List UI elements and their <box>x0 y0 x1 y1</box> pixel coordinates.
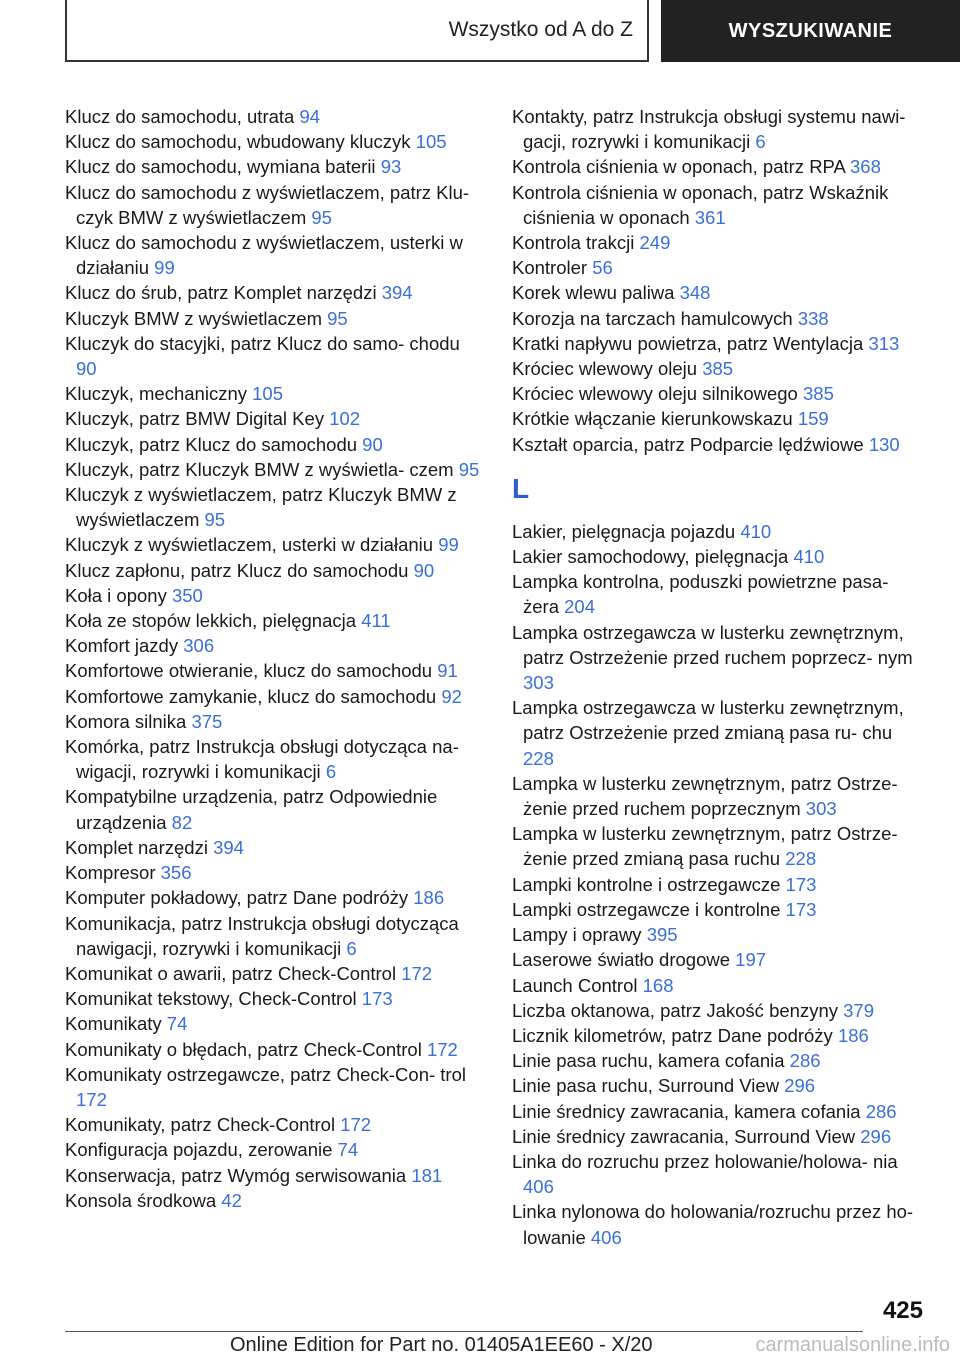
index-entry <box>65 230 485 280</box>
entry-page-link[interactable]: 296 <box>860 1125 892 1147</box>
entry-page-link[interactable]: 375 <box>191 710 223 732</box>
entry-page-link[interactable]: 406 <box>590 1226 622 1248</box>
entry-term: Korozja na tarczach hamulcowych <box>512 307 793 329</box>
entry-page-link[interactable]: 159 <box>797 408 829 430</box>
index-entry <box>65 1112 485 1137</box>
entry-page-link[interactable]: 172 <box>401 962 433 984</box>
index-entry <box>512 821 927 871</box>
entry-page-link[interactable]: 385 <box>803 383 834 405</box>
entry-page-link[interactable]: 286 <box>789 1050 821 1072</box>
index-entry <box>65 558 485 583</box>
index-entry <box>512 306 927 331</box>
entry-page-link[interactable]: 99 <box>154 257 175 279</box>
footer-edition: Online Edition for Part no. 01405A1EE60 - X/20 <box>230 1334 653 1356</box>
index-entry <box>65 154 485 179</box>
entry-term: Komórka, patrz Instrukcja obsługi dotycząca na‐ wigacji, rozrywki i komunikacji <box>65 736 459 783</box>
entry-page-link[interactable]: 130 <box>868 433 900 455</box>
entry-term: Klucz do samochodu, wbudowany kluczyk <box>65 131 411 153</box>
entry-term: Konsola środkowa <box>65 1189 217 1211</box>
index-entry <box>65 280 485 305</box>
entry-page-link[interactable]: 74 <box>337 1139 359 1161</box>
index-entry <box>512 1099 927 1124</box>
entry-term: Klucz do samochodu, utrata <box>65 106 295 127</box>
entry-term: Lampka ostrzegawcza w lusterku zewnętrznym, patrz Ostrzeżenie przed ruchem poprzecz‐ nym <box>512 621 913 668</box>
entry-page-link[interactable]: 173 <box>785 873 817 895</box>
index-entry <box>512 1023 927 1048</box>
entry-term: Kluczyk, mechaniczny <box>65 383 247 405</box>
entry-page-link[interactable]: 181 <box>411 1164 443 1186</box>
entry-term: Linie średnicy zawracania, kamera cofania <box>512 1100 861 1122</box>
entry-term: Komputer pokładowy, patrz Dane podróży <box>65 887 409 909</box>
entry-page-link[interactable]: 385 <box>702 358 734 380</box>
entry-term: Komplet narzędzi <box>65 836 208 858</box>
index-entry <box>65 432 485 457</box>
entry-page-link[interactable]: 172 <box>426 1038 458 1060</box>
entry-page-link[interactable]: 168 <box>642 974 674 996</box>
entry-page-link[interactable]: 95 <box>327 307 348 329</box>
index-entry <box>512 947 927 972</box>
entry-term: Komfortowe otwieranie, klucz do samochodu <box>65 660 433 682</box>
entry-page-link[interactable]: 95 <box>311 206 332 228</box>
entry-term: Lakier samochodowy, pielęgnacja <box>512 546 789 568</box>
entry-page-link[interactable]: 286 <box>865 1100 897 1122</box>
index-entry <box>65 835 485 860</box>
entry-page-link[interactable]: 95 <box>458 458 480 480</box>
index-entry <box>65 709 485 734</box>
entry-page-link[interactable]: 173 <box>361 988 393 1010</box>
index-entry <box>65 1188 485 1213</box>
entry-page-link[interactable]: 228 <box>785 848 817 870</box>
footer-divider <box>65 1331 863 1332</box>
entry-term: Króciec wlewowy oleju silnikowego <box>512 383 798 405</box>
entry-page-link[interactable]: 356 <box>160 862 192 884</box>
index-entry <box>65 684 485 709</box>
entry-page-link[interactable]: 395 <box>646 924 678 946</box>
entry-term: Koła i opony <box>65 584 167 606</box>
entry-page-link[interactable]: 410 <box>793 546 825 568</box>
index-entry <box>65 1037 485 1062</box>
entry-term: Kontrola ciśnienia w oponach, patrz Wskaźnik ciśnienia w oponach <box>512 181 889 228</box>
index-entry <box>65 860 485 885</box>
entry-term: Launch Control <box>512 974 638 996</box>
entry-page-link[interactable]: 313 <box>868 332 900 354</box>
entry-term: Komunikaty, patrz Check-Control <box>65 1114 336 1136</box>
index-entry <box>65 457 485 482</box>
entry-page-link[interactable]: 42 <box>221 1189 242 1211</box>
entry-page-link[interactable]: 249 <box>639 232 671 254</box>
index-entry <box>512 1149 927 1199</box>
entry-term: Lampka kontrolna, poduszki powietrzne pasa‐ żera <box>512 571 889 618</box>
entry-page-link[interactable]: 6 <box>346 937 357 959</box>
entry-page-link[interactable]: 94 <box>299 106 321 127</box>
index-group-k <box>512 104 927 457</box>
index-entry <box>65 306 485 331</box>
index-entry <box>65 104 485 129</box>
index-entry <box>512 154 927 179</box>
entry-page-link[interactable]: 394 <box>381 282 413 304</box>
entry-term: Lakier, pielęgnacja pojazdu <box>512 520 736 542</box>
entry-page-link[interactable]: 303 <box>805 798 837 820</box>
index-entry <box>512 381 927 406</box>
index-entry <box>65 482 485 532</box>
entry-term: Kluczyk z wyświetlaczem, usterki w działaniu <box>65 534 434 556</box>
index-entry <box>512 180 927 230</box>
entry-page-link[interactable]: 6 <box>755 131 766 153</box>
index-entry <box>65 1011 485 1036</box>
entry-page-link[interactable]: 350 <box>171 584 203 606</box>
entry-term: Komora silnika <box>65 710 187 732</box>
entry-page-link[interactable]: 348 <box>679 282 711 304</box>
entry-page-link[interactable]: 74 <box>166 1013 188 1035</box>
entry-term: Linka do rozruchu przez holowanie/holowa‐ nia <box>512 1150 898 1172</box>
entry-page-link[interactable]: 197 <box>735 949 767 971</box>
entry-term: Kontroler <box>512 257 588 279</box>
index-entry <box>512 356 927 381</box>
section-letter-l: L <box>512 472 530 504</box>
entry-term: Komunikaty o błędach, patrz Check-Control <box>65 1038 422 1060</box>
entry-term: Licznik kilometrów, patrz Dane podróży <box>512 1024 833 1046</box>
page-number: 425 <box>882 1297 923 1324</box>
entry-term: Kluczyk BMW z wyświetlaczem <box>65 307 322 329</box>
entry-page-link[interactable]: 92 <box>441 685 462 707</box>
index-entry <box>512 620 927 696</box>
entry-term: Lampka w lusterku zewnętrznym, patrz Ostrze‐ żenie przed zmianą pasa ruchu <box>512 823 898 870</box>
entry-page-link[interactable]: 411 <box>361 610 391 632</box>
entry-term: Kształt oparcia, patrz Podparcie lędźwiowe <box>512 433 864 455</box>
entry-term: Komunikaty <box>65 1013 162 1035</box>
entry-page-link[interactable]: 173 <box>785 898 817 920</box>
index-entry <box>65 180 485 230</box>
entry-page-link[interactable]: 186 <box>837 1024 869 1046</box>
entry-term: Kluczyk z wyświetlaczem, patrz Kluczyk BMW z wyświetlaczem <box>65 484 457 531</box>
entry-page-link[interactable]: 410 <box>740 520 772 542</box>
entry-term: Komunikat o awarii, patrz Check-Control <box>65 962 397 984</box>
entry-term: Króciec wlewowy oleju <box>512 358 698 380</box>
index-entry <box>65 406 485 431</box>
index-entry <box>65 784 485 834</box>
entry-term: Krótkie włączanie kierunkowskazu <box>512 408 793 430</box>
entry-page-link[interactable]: 105 <box>415 131 447 153</box>
entry-page-link[interactable]: 105 <box>252 383 283 405</box>
entry-term: Kontrola trakcji <box>512 232 635 254</box>
index-entry <box>512 432 927 457</box>
entry-term: Lampka ostrzegawcza w lusterku zewnętrznym, patrz Ostrzeżenie przed zmianą pasa ru‐ chu <box>512 697 904 744</box>
entry-term: Klucz zapłonu, patrz Klucz do samochodu <box>65 559 409 581</box>
entry-page-link[interactable]: 6 <box>325 761 337 783</box>
entry-term: Kompatybilne urządzenia, patrz Odpowiednie urządzenia <box>65 786 438 833</box>
entry-term: Koła ze stopów lekkich, pielęgnacja <box>65 610 357 632</box>
entry-term: Kluczyk, patrz Kluczyk BMW z wyświetla‐ czem <box>65 458 454 480</box>
index-entry <box>512 519 927 544</box>
entry-page-link[interactable]: 172 <box>340 1114 372 1136</box>
index-group-l <box>512 519 927 1250</box>
index-entry <box>512 569 927 619</box>
entry-term: Linka nylonowa do holowania/rozruchu przez ho‐ lowanie <box>512 1201 914 1248</box>
index-entry <box>512 973 927 998</box>
index-entry <box>65 381 485 406</box>
entry-term: Lampki kontrolne i ostrzegawcze <box>512 873 781 895</box>
index-entry <box>512 695 927 771</box>
header-search-tab[interactable] <box>661 0 960 62</box>
index-entry <box>65 331 485 381</box>
entry-term: Linie średnicy zawracania, Surround View <box>512 1125 856 1147</box>
entry-page-link[interactable]: 204 <box>564 596 596 618</box>
index-entry <box>512 1073 927 1098</box>
index-entry <box>512 922 927 947</box>
entry-page-link[interactable]: 172 <box>76 1088 107 1110</box>
entry-term: Linie pasa ruchu, kamera cofania <box>512 1050 785 1072</box>
index-column-left <box>65 104 485 1213</box>
entry-term: Klucz do samochodu z wyświetlaczem, usterki w działaniu <box>65 232 463 279</box>
index-entry <box>65 658 485 683</box>
entry-term: Komfortowe zamykanie, klucz do samochodu <box>65 685 437 707</box>
entry-term: Laserowe światło drogowe <box>512 949 731 971</box>
entry-term: Klucz do śrub, patrz Komplet narzędzi <box>65 282 377 304</box>
entry-page-link[interactable]: 303 <box>523 672 554 694</box>
entry-term: Komunikaty ostrzegawcze, patrz Check-Con‐ trol <box>65 1063 466 1085</box>
index-entry <box>65 961 485 986</box>
index-entry <box>65 633 485 658</box>
index-entry <box>65 532 485 557</box>
entry-page-link[interactable]: 56 <box>592 257 613 279</box>
index-column-right <box>512 104 927 1250</box>
header-section-title: Wszystko od A do Z <box>448 18 633 41</box>
entry-term: Kratki napływu powietrza, patrz Wentylacja <box>512 332 864 354</box>
index-entry <box>512 406 927 431</box>
index-entry <box>512 1199 927 1249</box>
entry-term: Korek wlewu paliwa <box>512 282 675 304</box>
entry-term: Klucz do samochodu z wyświetlaczem, patrz Klu‐ czyk BMW z wyświetlaczem <box>65 181 470 228</box>
index-entry <box>65 734 485 784</box>
entry-term: Konfiguracja pojazdu, zerowanie <box>65 1139 333 1161</box>
index-entry <box>512 998 927 1023</box>
index-entry <box>512 280 927 305</box>
index-entry <box>65 986 485 1011</box>
entry-page-link[interactable]: 102 <box>329 408 361 430</box>
index-entry <box>512 255 927 280</box>
entry-page-link[interactable]: 394 <box>213 836 244 858</box>
entry-term: Komunikacja, patrz Instrukcja obsługi dotycząca nawigacji, rozrywki i komunikacji <box>65 912 459 959</box>
index-entry <box>512 544 927 569</box>
index-entry <box>65 608 485 633</box>
entry-page-link[interactable]: 90 <box>362 433 383 455</box>
entry-term: Kluczyk, patrz BMW Digital Key <box>65 408 325 430</box>
index-entry <box>512 872 927 897</box>
index-entry <box>512 331 927 356</box>
index-entry <box>512 771 927 821</box>
watermark: carmanualsonline.info <box>755 1334 950 1356</box>
entry-term: Liczba oktanowa, patrz Jakość benzyny <box>512 999 838 1021</box>
header-search-label: WYSZUKIWANIE <box>728 19 893 42</box>
entry-page-link[interactable]: 90 <box>413 559 435 581</box>
entry-page-link[interactable]: 361 <box>694 206 726 228</box>
entry-page-link[interactable]: 406 <box>523 1176 554 1198</box>
entry-page-link[interactable]: 90 <box>76 358 97 380</box>
index-entry <box>65 911 485 961</box>
index-entry <box>512 1124 927 1149</box>
header-section-tab <box>65 0 649 62</box>
entry-page-link[interactable]: 95 <box>204 509 226 531</box>
entry-term: Kontrola ciśnienia w oponach, patrz RPA <box>512 156 845 178</box>
index-entry <box>65 1137 485 1162</box>
entry-page-link[interactable]: 296 <box>784 1075 816 1097</box>
index-entry <box>512 104 927 154</box>
index-entry <box>65 885 485 910</box>
entry-page-link[interactable]: 368 <box>850 156 881 178</box>
index-entry <box>512 897 927 922</box>
entry-term: Lampy i oprawy <box>512 924 642 946</box>
entry-term: Linie pasa ruchu, Surround View <box>512 1075 780 1097</box>
entry-page-link[interactable]: 99 <box>438 534 459 556</box>
entry-term: Lampki ostrzegawcze i kontrolne <box>512 898 781 920</box>
index-entry <box>512 230 927 255</box>
entry-page-link[interactable]: 338 <box>797 307 829 329</box>
entry-page-link[interactable]: 306 <box>183 635 215 657</box>
entry-term: Konserwacja, patrz Wymóg serwisowania <box>65 1164 407 1186</box>
entry-term: Lampka w lusterku zewnętrznym, patrz Ostrze‐ żenie przed ruchem poprzecznym <box>512 772 898 820</box>
entry-term: Kluczyk do stacyjki, patrz Klucz do samo‐ chodu <box>65 332 460 354</box>
entry-term: Komunikat tekstowy, Check-Control <box>65 988 357 1010</box>
index-entry <box>65 1163 485 1188</box>
index-entry <box>65 583 485 608</box>
index-entry <box>65 129 485 154</box>
entry-page-link[interactable]: 228 <box>523 747 554 769</box>
index-entry <box>512 1048 927 1073</box>
entry-term: Klucz do samochodu, wymiana baterii <box>65 156 376 178</box>
entry-term: Komfort jazdy <box>65 635 179 657</box>
entry-page-link[interactable]: 186 <box>413 887 445 909</box>
entry-page-link[interactable]: 379 <box>843 999 874 1021</box>
index-entry <box>65 1062 485 1112</box>
entry-page-link[interactable]: 91 <box>437 660 458 682</box>
entry-term: Kompresor <box>65 862 156 884</box>
entry-term: Kontakty, patrz Instrukcja obsługi systemu nawi‐ gacji, rozrywki i komunikacji <box>512 106 906 153</box>
entry-page-link[interactable]: 82 <box>171 811 193 833</box>
entry-page-link[interactable]: 93 <box>380 156 402 178</box>
entry-term: Kluczyk, patrz Klucz do samochodu <box>65 433 358 455</box>
